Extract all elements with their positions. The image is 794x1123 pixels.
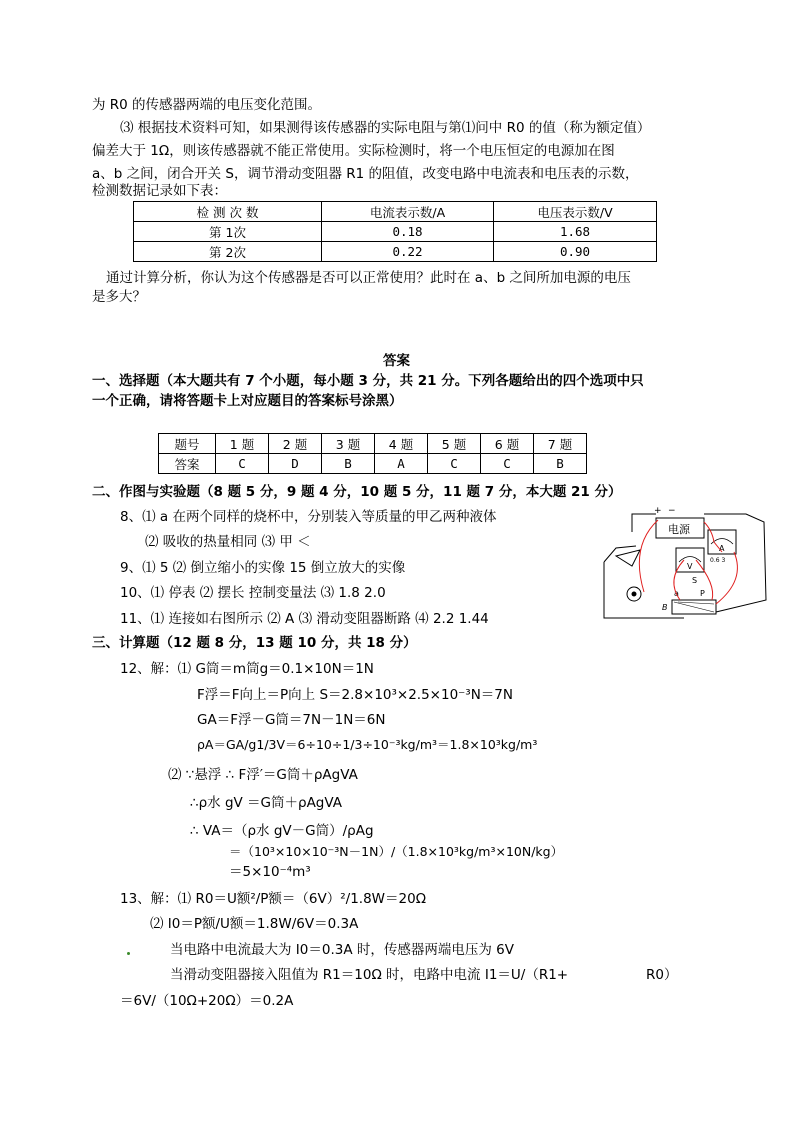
label-p: P <box>700 589 705 598</box>
section-heading: 一个正确，请将答题卡上对应题目的答案标号涂黑） <box>92 393 403 409</box>
answer-line: ⑵ ∵悬浮 ∴ F浮′＝G筒＋ρAgVA <box>168 767 358 783</box>
switch-icon <box>616 550 640 566</box>
voltmeter-label: V <box>687 562 693 571</box>
table-cell: C <box>481 454 534 474</box>
table-header: 1 题 <box>216 434 269 454</box>
meter-scale-label: 0.6 3 <box>710 557 726 564</box>
answer-line: R0） <box>646 967 678 983</box>
section-heading: 三、计算题（12 题 8 分，13 题 10 分，共 18 分） <box>92 635 417 651</box>
answer-line: 10、⑴ 停表 ⑵ 摆长 控制变量法 ⑶ 1.8 2.0 <box>120 585 386 601</box>
table-row <box>159 454 587 474</box>
answer-line: 当电路中电流最大为 I0＝0.3A 时，传感器两端电压为 6V <box>170 942 514 958</box>
answer-line: ⑵ 吸收的热量相同 ⑶ 甲 ＜ <box>145 534 311 550</box>
table-cell: 答案 <box>159 454 216 474</box>
table-header: 5 题 <box>428 434 481 454</box>
answer-line: ρA＝GA/g1/3V＝6÷10÷1/3÷10⁻³kg/m³＝1.8×10³kg/m³ <box>197 737 538 752</box>
table-header-row <box>159 434 587 454</box>
table-cell: 第 2次 <box>134 242 322 262</box>
question-line: 检测数据记录如下表： <box>92 183 227 199</box>
answer-line: 9、⑴ 5 ⑵ 倒立缩小的实像 15 倒立放大的实像 <box>120 560 406 576</box>
table-header: 电压表示数/V <box>494 202 657 222</box>
question-line: a、b 之间，闭合开关 S，调节滑动变阻器 R1 的阻值，改变电路中电流表和电压表的示数， <box>92 166 639 182</box>
red-wire <box>639 520 658 592</box>
table-cell: A <box>375 454 428 474</box>
detection-data-table <box>133 201 657 262</box>
answer-line: ∴ρ水 gV ＝G筒＋ρAgVA <box>190 795 342 811</box>
answer-table <box>158 433 587 474</box>
answer-line: 8、⑴ a 在两个同样的烧杯中，分别装入等质量的甲乙两种液体 <box>120 509 497 525</box>
answer-line: ∴ VA＝（ρ水 gV－G筒）/ρAg <box>190 823 374 839</box>
table-cell: B <box>322 454 375 474</box>
table-cell: 1.68 <box>494 222 657 242</box>
label-s: S <box>692 576 698 585</box>
table-header: 7 题 <box>534 434 587 454</box>
table-header: 4 题 <box>375 434 428 454</box>
plus-terminal: + <box>654 506 662 516</box>
question-line: ⑶ 根据技术资料可知，如果测得该传感器的实际电阻与第⑴问中 R0 的值（称为额定值） <box>120 120 651 136</box>
answer-line: 12、解：⑴ G筒＝m筒g＝0.1×10N＝1N <box>120 661 374 677</box>
ammeter-label: A <box>719 544 725 553</box>
section-heading: 一、选择题（本大题共有 7 个小题，每小题 3 分，共 21 分。下列各题给出的四个选项中只 <box>92 373 644 389</box>
answer-title: 答案 <box>383 353 410 369</box>
answer-line: GA＝F浮－G筒＝7N－1N＝6N <box>197 712 386 728</box>
answer-line: ⑵ I0＝P额/U额＝1.8W/6V＝0.3A <box>150 916 359 932</box>
table-cell: B <box>534 454 587 474</box>
table-header: 3 题 <box>322 434 375 454</box>
table-cell: D <box>269 454 322 474</box>
question-line: 通过计算分析，你认为这个传感器是否可以正常使用？此时在 a、b 之间所加电源的电压 <box>106 270 631 286</box>
table-cell: 0.22 <box>322 242 494 262</box>
label-b: B <box>662 603 668 612</box>
table-header: 检 测 次 数 <box>134 202 322 222</box>
minus-terminal: − <box>668 506 676 516</box>
section-heading: 二、作图与实验题（8 题 5 分，9 题 4 分，10 题 5 分，11 题 7 分，本大题 21 分） <box>92 484 622 500</box>
table-header: 6 题 <box>481 434 534 454</box>
table-header: 2 题 <box>269 434 322 454</box>
table-header: 题号 <box>159 434 216 454</box>
label-a: a <box>674 589 679 598</box>
answer-line: ＝6V/（10Ω+20Ω）＝0.2A <box>120 993 294 1009</box>
question-line: 为 R0 的传感器两端的电压变化范围。 <box>92 97 322 113</box>
table-cell: 0.90 <box>494 242 657 262</box>
answer-line: 当滑动变阻器接入阻值为 R1＝10Ω 时，电路中电流 I1＝U/（R1+ <box>170 967 569 983</box>
power-label: 电源 <box>668 523 690 536</box>
table-cell: C <box>428 454 481 474</box>
table-header-row <box>134 202 657 222</box>
table-row <box>134 222 657 242</box>
table-header: 电流表示数/A <box>322 202 494 222</box>
table-cell: 第 1次 <box>134 222 322 242</box>
circuit-diagram <box>596 500 776 628</box>
answer-line: F浮＝F向上＝P向上 S＝2.8×10³×2.5×10⁻³N＝7N <box>197 687 513 703</box>
decor-dot <box>127 952 130 955</box>
question-line: 是多大？ <box>92 289 146 305</box>
question-line: 偏差大于 1Ω，则该传感器就不能正常使用。实际检测时，将一个电压恒定的电源加在图 <box>92 143 615 159</box>
answer-line: 13、解：⑴ R0＝U额²/P额＝（6V）²/1.8W＝20Ω <box>120 891 427 907</box>
answer-line: ＝（10³×10×10⁻³N－1N）/（1.8×10³kg/m³×10N/kg） <box>229 844 564 859</box>
answer-line: ＝5×10⁻⁴m³ <box>229 864 311 880</box>
table-cell: C <box>216 454 269 474</box>
table-row <box>134 242 657 262</box>
answer-line: 11、⑴ 连接如右图所示 ⑵ A ⑶ 滑动变阻器断路 ⑷ 2.2 1.44 <box>120 611 489 627</box>
table-cell: 0.18 <box>322 222 494 242</box>
